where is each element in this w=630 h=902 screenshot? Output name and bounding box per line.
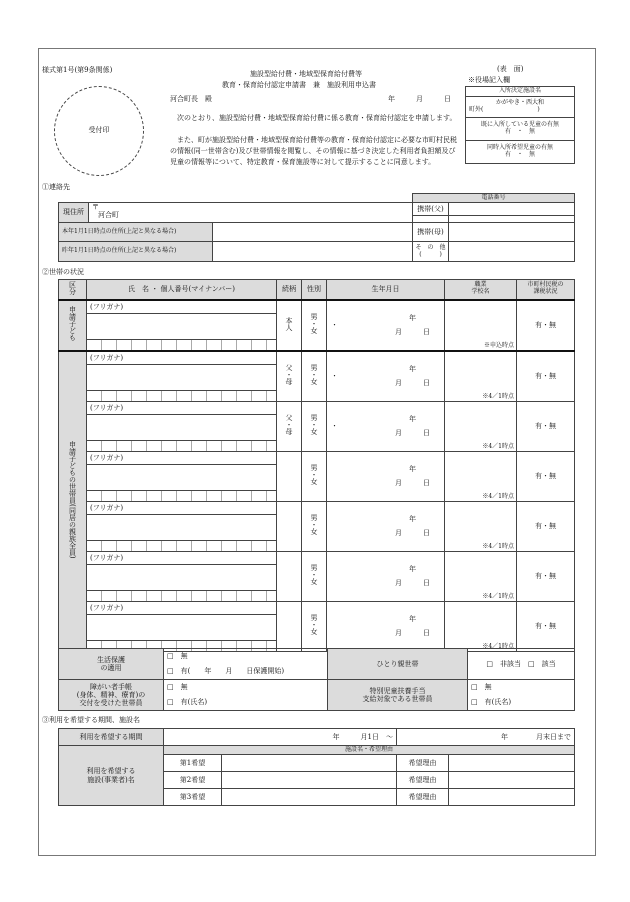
special-yes[interactable]: □ 有(氏名) bbox=[471, 698, 512, 706]
gender-cell[interactable]: 男・女 bbox=[302, 351, 327, 402]
tax-status-cell[interactable]: 有・無 bbox=[517, 300, 575, 351]
livelihood-label1: 生活保護 bbox=[97, 655, 125, 664]
col-category: 区分 bbox=[59, 280, 87, 300]
birthdate-cell[interactable]: ・ 年 月 日 bbox=[327, 401, 445, 451]
col-gender: 性別 bbox=[302, 280, 327, 300]
postal-mark: 〒 bbox=[92, 203, 99, 211]
single-parent-no[interactable]: □ 非該当 bbox=[486, 659, 521, 668]
household-row bbox=[59, 451, 575, 501]
special-allowance2: 支給対象である世帯員 bbox=[362, 695, 433, 703]
household-row bbox=[59, 300, 575, 351]
col-relation: 続柄 bbox=[277, 280, 302, 300]
disability-none[interactable]: □ 無 bbox=[167, 683, 188, 691]
household-table bbox=[58, 279, 575, 652]
furigana-label: (フリガナ) bbox=[87, 602, 276, 615]
office-use-label: ※役場記入欄 bbox=[468, 76, 510, 84]
mobile-mother-label: 携帯(母) bbox=[413, 223, 449, 242]
birthdate-cell[interactable]: 年 月 日 bbox=[327, 601, 445, 651]
tax-status-cell[interactable]: 有・無 bbox=[517, 551, 575, 601]
job-school-cell[interactable]: ※4／1時点 bbox=[445, 401, 517, 451]
relation-cell[interactable] bbox=[277, 451, 302, 501]
job-school-cell[interactable]: ※4／1時点 bbox=[445, 451, 517, 501]
disability-label2: (身体、精神、療育)の bbox=[76, 690, 146, 699]
relation-cell[interactable] bbox=[277, 501, 302, 551]
intro-para1: 次のとおり、施設型給付費・地域型保育給付費に係る教育・保育給付認定を申請します。 bbox=[177, 114, 457, 122]
col-name: 氏 名 ・ 個人番号(マイナンバー) bbox=[87, 280, 277, 300]
mynumber-input[interactable] bbox=[87, 339, 276, 350]
reason3-input[interactable] bbox=[449, 789, 575, 806]
tax-status-cell[interactable]: 有・無 bbox=[517, 501, 575, 551]
col-job-line2: 学校名 bbox=[471, 288, 490, 296]
col-birth: 生年月日 bbox=[327, 280, 445, 300]
usage-table bbox=[58, 728, 575, 806]
choice2-input[interactable] bbox=[222, 772, 397, 789]
address-this-year-input[interactable] bbox=[213, 223, 413, 242]
birthdate-cell[interactable]: ・ 年 月 日 bbox=[327, 351, 445, 402]
job-school-cell[interactable]: ※4／1時点 bbox=[445, 551, 517, 601]
section-usage-title: ③利用を希望する期間、施設名 bbox=[42, 716, 140, 724]
choice3-input[interactable] bbox=[222, 789, 397, 806]
name-input[interactable] bbox=[87, 314, 276, 339]
job-school-cell[interactable]: ※4／1時点 bbox=[445, 501, 517, 551]
job-school-cell[interactable]: ※4／1時点 bbox=[445, 351, 517, 402]
tax-status-cell[interactable]: 有・無 bbox=[517, 601, 575, 651]
household-row bbox=[59, 601, 575, 651]
choice3-label: 第3希望 bbox=[164, 789, 222, 806]
col-tax-line1: 市町村民税の bbox=[527, 281, 564, 289]
furigana-label: (フリガナ) bbox=[87, 552, 276, 565]
gender-cell[interactable]: 男・女 bbox=[302, 501, 327, 551]
relation-cell[interactable] bbox=[277, 300, 302, 351]
relation-parent: 父・母 bbox=[285, 364, 294, 386]
address-this-year-label: 本年1月1日時点の住所(上記と異なる場合) bbox=[59, 223, 213, 242]
applicant-group-label: 申請子ども bbox=[59, 300, 87, 351]
col-tax-line2: 課税状況 bbox=[533, 288, 558, 296]
tax-status-cell[interactable]: 有・無 bbox=[517, 401, 575, 451]
intro-para2: また、町が施設型給付費・地域型保育給付費等の教育・保育給付認定に必要な市町村民税の情報(同一世帯含む)及び世帯情報を閲覧し、その情報に基づき決定した利用者負担額及び児童の情報等について、特定教育・保育施設等に対して提示することに同意します。 bbox=[170, 136, 457, 166]
furigana-label: (フリガナ) bbox=[87, 402, 276, 415]
disability-label3: 交付を受けた世帯員 bbox=[79, 699, 143, 708]
gender-cell[interactable]: 男・女 bbox=[302, 551, 327, 601]
household-row bbox=[59, 401, 575, 451]
form-number: 様式第1号(第9条関係) bbox=[42, 66, 113, 74]
col-job-line1: 職業 bbox=[474, 281, 487, 289]
town-name: 河合町 bbox=[98, 211, 119, 220]
reason3-label: 希望理由 bbox=[397, 789, 449, 806]
tax-status-cell[interactable]: 有・無 bbox=[517, 351, 575, 402]
furigana-label: (フリガナ) bbox=[87, 352, 276, 365]
choice1-input[interactable] bbox=[222, 755, 397, 772]
welfare-table bbox=[58, 648, 575, 711]
reason2-input[interactable] bbox=[449, 772, 575, 789]
enrolled-sibling-value: 有 ・ 無 bbox=[504, 128, 535, 135]
special-allowance1: 特別児童扶養手当 bbox=[369, 686, 426, 695]
name-input[interactable] bbox=[87, 465, 276, 490]
livelihood-label2: の適用 bbox=[100, 664, 122, 672]
reception-stamp-area bbox=[54, 86, 144, 176]
livelihood-yes[interactable]: □ 有( 年 月 日保護開始) bbox=[167, 667, 285, 675]
mobile-father-input[interactable] bbox=[449, 203, 575, 216]
member-group-label: 申請子どもの世帯員(同居の親族全員) bbox=[59, 351, 87, 652]
front-label: (表 面) bbox=[497, 65, 524, 73]
stamp-label: 受付印 bbox=[88, 126, 110, 134]
furigana-label: (フリガナ) bbox=[87, 301, 276, 314]
mobile-mother-input[interactable] bbox=[449, 223, 575, 242]
reason1-input[interactable] bbox=[449, 755, 575, 772]
household-row bbox=[59, 501, 575, 551]
household-row bbox=[59, 551, 575, 601]
special-none[interactable]: □ 無 bbox=[471, 683, 492, 691]
relation-cell[interactable] bbox=[277, 551, 302, 601]
name-input[interactable] bbox=[87, 365, 276, 390]
relation-cell[interactable] bbox=[277, 401, 302, 451]
application-date: 年 月 日 bbox=[388, 95, 451, 103]
address-last-year-input[interactable] bbox=[213, 242, 413, 262]
job-school-cell[interactable]: ※4／1時点 bbox=[445, 601, 517, 651]
enrolled-sibling-label: 既に入所している児童の有無 bbox=[480, 121, 559, 129]
tax-status-cell[interactable]: 有・無 bbox=[517, 451, 575, 501]
name-input[interactable] bbox=[87, 515, 276, 540]
furigana-label: (フリガナ) bbox=[87, 502, 276, 515]
section-household-title: ②世帯の状況 bbox=[42, 268, 84, 276]
name-input[interactable] bbox=[87, 615, 276, 640]
relation-cell[interactable] bbox=[277, 601, 302, 651]
address-label: 現住所 bbox=[59, 203, 89, 223]
relation-cell[interactable] bbox=[277, 351, 302, 402]
office-use-box bbox=[465, 86, 575, 164]
birthdate-cell[interactable]: 年 月 日 bbox=[327, 451, 445, 501]
relation-self: 本人 bbox=[285, 316, 294, 331]
phone-header: 電話番号 bbox=[413, 194, 575, 203]
title-line2: 教育・保育給付認定申請書 兼 施設利用申込書 bbox=[222, 81, 376, 89]
facility-label1: 利用を希望する bbox=[86, 767, 136, 776]
mynumber-input[interactable] bbox=[87, 490, 276, 501]
name-input[interactable] bbox=[87, 415, 276, 440]
choice2-label: 第2希望 bbox=[164, 772, 222, 789]
household-row bbox=[59, 351, 575, 402]
simultaneous-value: 有 ・ 無 bbox=[504, 151, 535, 158]
birthdate-cell[interactable]: 年 月 日 bbox=[327, 501, 445, 551]
reason1-label: 希望理由 bbox=[397, 755, 449, 772]
facility-line2: 町外( ) bbox=[469, 106, 540, 113]
contact-table bbox=[58, 193, 575, 262]
facility-label2: 施設(事業者)名 bbox=[87, 775, 135, 784]
livelihood-none[interactable]: □ 無 bbox=[167, 652, 188, 660]
disability-label1: 障がい者手帳 bbox=[90, 682, 132, 691]
period-end[interactable]: 年 月末日まで bbox=[397, 729, 575, 746]
mynumber-input[interactable] bbox=[87, 440, 276, 451]
decided-facility-label: 入所決定施設名 bbox=[466, 87, 575, 97]
other-phone-label: そ の 他 bbox=[415, 243, 446, 251]
single-parent-yes[interactable]: □ 該当 bbox=[528, 659, 556, 668]
title-line1: 施設型給付費・地域型保育給付費等 bbox=[250, 70, 362, 78]
reason2-label: 希望理由 bbox=[397, 772, 449, 789]
mobile-father-label: 携帯(父) bbox=[413, 203, 449, 216]
relation-parent: 父・母 bbox=[285, 414, 294, 436]
period-start[interactable]: 年 月1日 ～ bbox=[164, 729, 397, 746]
facility-line1: かがやき・西大和 bbox=[495, 99, 544, 107]
single-parent-label: ひとり親世帯 bbox=[328, 649, 468, 680]
gender-cell[interactable]: 男・女 bbox=[302, 401, 327, 451]
disability-yes[interactable]: □ 有(氏名) bbox=[167, 698, 208, 706]
mynumber-input[interactable] bbox=[87, 390, 276, 401]
mynumber-input[interactable] bbox=[87, 590, 276, 601]
choice1-label: 第1希望 bbox=[164, 755, 222, 772]
facility-header: 施設名・希望理由 bbox=[164, 746, 575, 755]
section-contact-title: ①連絡先 bbox=[42, 183, 70, 191]
address-last-year-label: 昨年1月1日時点の住所(上記と異なる場合) bbox=[59, 242, 213, 262]
birthdate-cell[interactable]: 年 月 日 bbox=[327, 551, 445, 601]
gender-cell[interactable]: 男・女 bbox=[302, 601, 327, 651]
other-phone-paren: ( ) bbox=[419, 250, 442, 258]
job-school-cell[interactable]: ※申込時点 bbox=[445, 300, 517, 351]
gender-cell[interactable]: 男・女 bbox=[302, 300, 327, 351]
birthdate-cell[interactable]: ・ 年 月 日 bbox=[327, 300, 445, 351]
addressee: 河合町長 殿 bbox=[170, 95, 212, 103]
other-phone-input[interactable] bbox=[449, 242, 575, 262]
name-input[interactable] bbox=[87, 565, 276, 590]
mynumber-input[interactable] bbox=[87, 540, 276, 551]
period-label: 利用を希望する期間 bbox=[59, 729, 164, 746]
simultaneous-label: 同時入所希望児童の有無 bbox=[486, 144, 553, 152]
furigana-label: (フリガナ) bbox=[87, 452, 276, 465]
gender-cell[interactable]: 男・女 bbox=[302, 451, 327, 501]
